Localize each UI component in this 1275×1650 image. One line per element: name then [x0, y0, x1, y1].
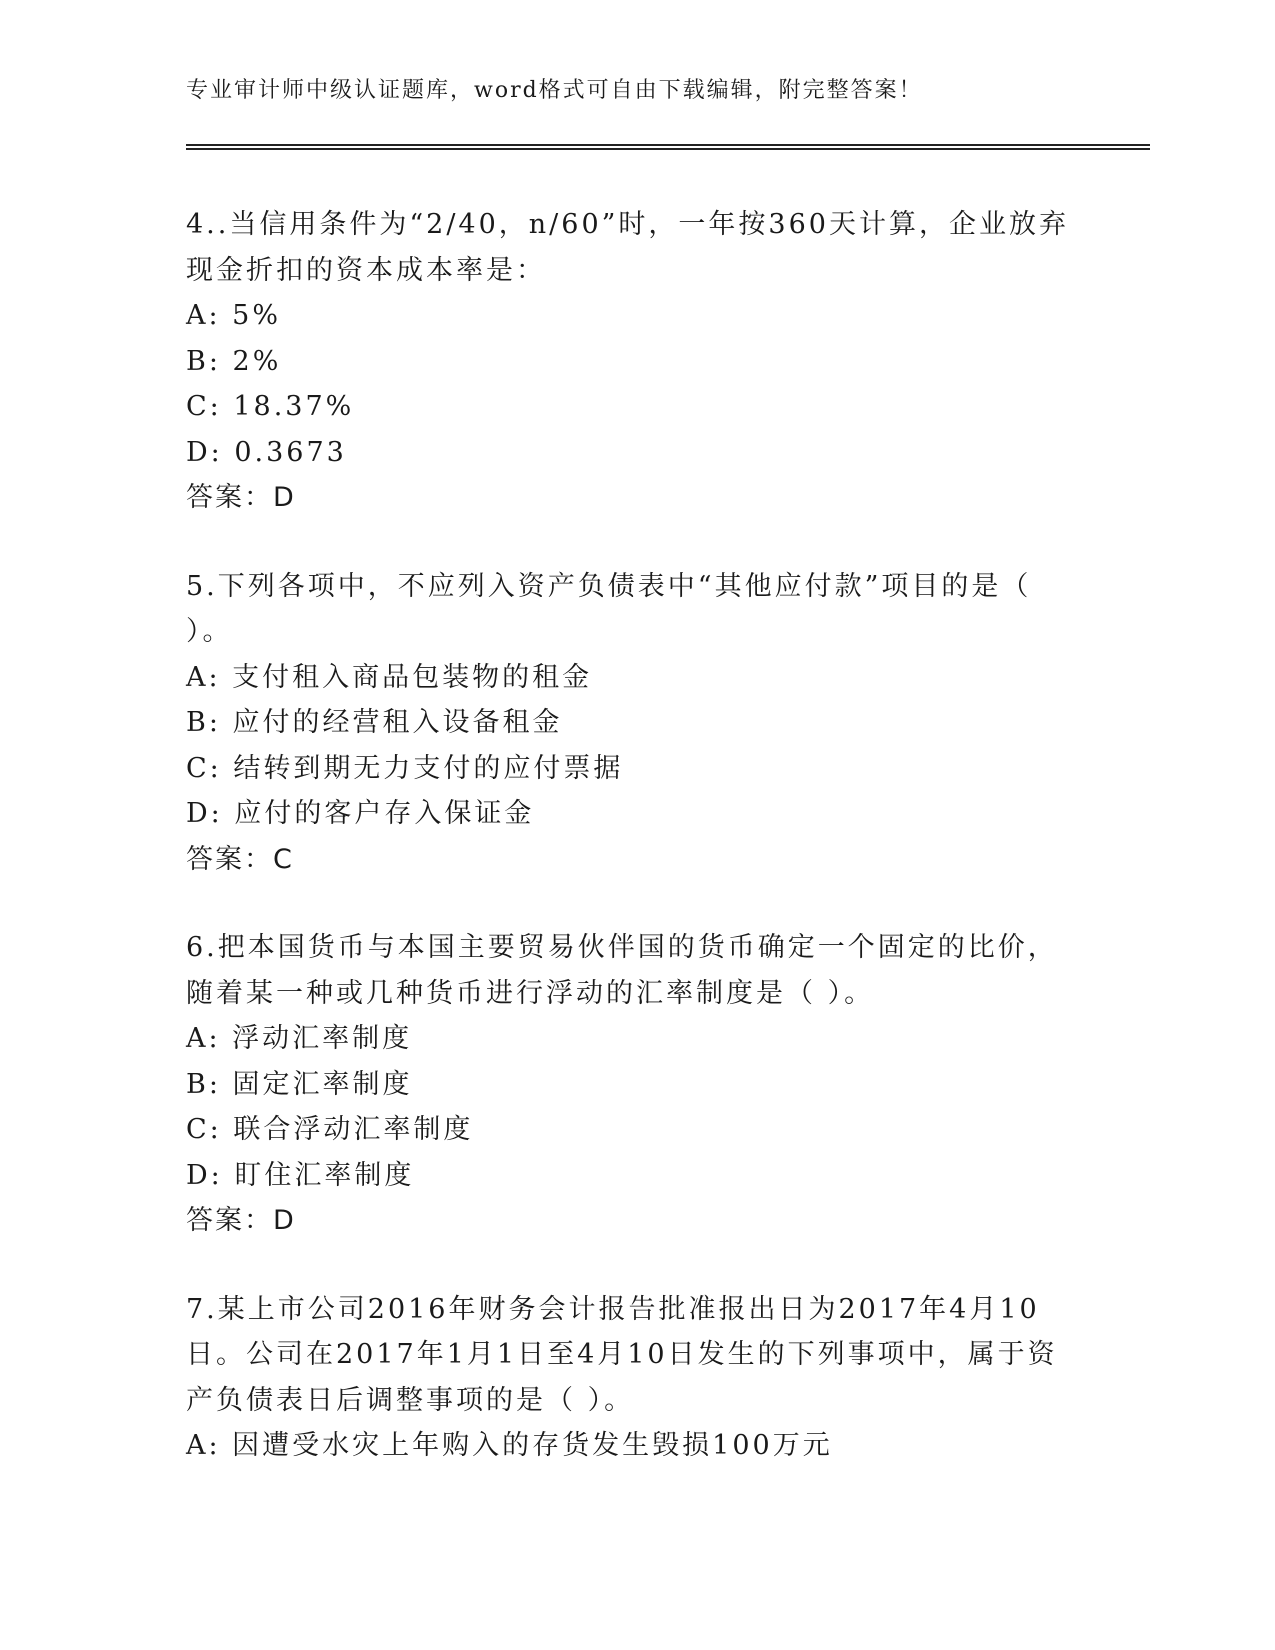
question-7 — [186, 1287, 1086, 1469]
answer-line: 答案：C — [186, 843, 294, 875]
option-a: A: 浮动汇率制度 — [186, 1023, 413, 1054]
option-b: B: 2% — [186, 345, 282, 377]
header-divider — [186, 144, 1150, 146]
question-5 — [186, 564, 1086, 883]
answer-line: 答案：D — [186, 1205, 296, 1236]
option-d: D: 应付的客户存入保证金 — [186, 798, 535, 829]
option-c: C: 联合浮动汇率制度 — [186, 1114, 474, 1145]
option-b: B: 固定汇率制度 — [186, 1068, 413, 1100]
option-a: A: 支付租入商品包装物的租金 — [186, 661, 593, 693]
question-4 — [186, 202, 1086, 521]
page-header: 专业审计师中级认证题库，word格式可自由下载编辑，附完整答案！ — [186, 78, 923, 103]
option-d: D: 盯住汇率制度 — [186, 1159, 415, 1191]
question-6 — [186, 925, 1086, 1244]
question-stem: 6.把本国货币与本国主要贸易伙伴国的货币确定一个固定的比价，随着某一种或几种货币进行浮动的汇率制度是（ ）。 — [186, 932, 1058, 1009]
option-c: C: 18.37% — [186, 391, 355, 422]
question-stem: 7.某上市公司2016年财务会计报告批准报出日为2017年4月10日。公司在2017年1月1日至4月10日发生的下列事项中，属于资产负债表日后调整事项的是（ ）。 — [186, 1293, 1058, 1416]
question-list — [186, 202, 1086, 1512]
option-a: A: 因遭受水灾上年购入的存货发生毁损100万元 — [186, 1430, 833, 1461]
option-b: B: 应付的经营租入设备租金 — [186, 707, 563, 738]
answer-line: 答案：D — [186, 482, 296, 513]
option-c: C: 结转到期无力支付的应付票据 — [186, 752, 624, 784]
question-stem: 4..当信用条件为“2/40，n/60”时，一年按360天计算，企业放弃现金折扣的资本成本率是： — [186, 209, 1069, 286]
option-d: D: 0.3673 — [186, 436, 347, 468]
option-a: A: 5% — [186, 300, 282, 331]
question-stem: 5.下列各项中，不应列入资产负债表中“其他应付款”项目的是（ ）。 — [186, 570, 1032, 647]
header-divider-secondary — [186, 148, 1150, 150]
